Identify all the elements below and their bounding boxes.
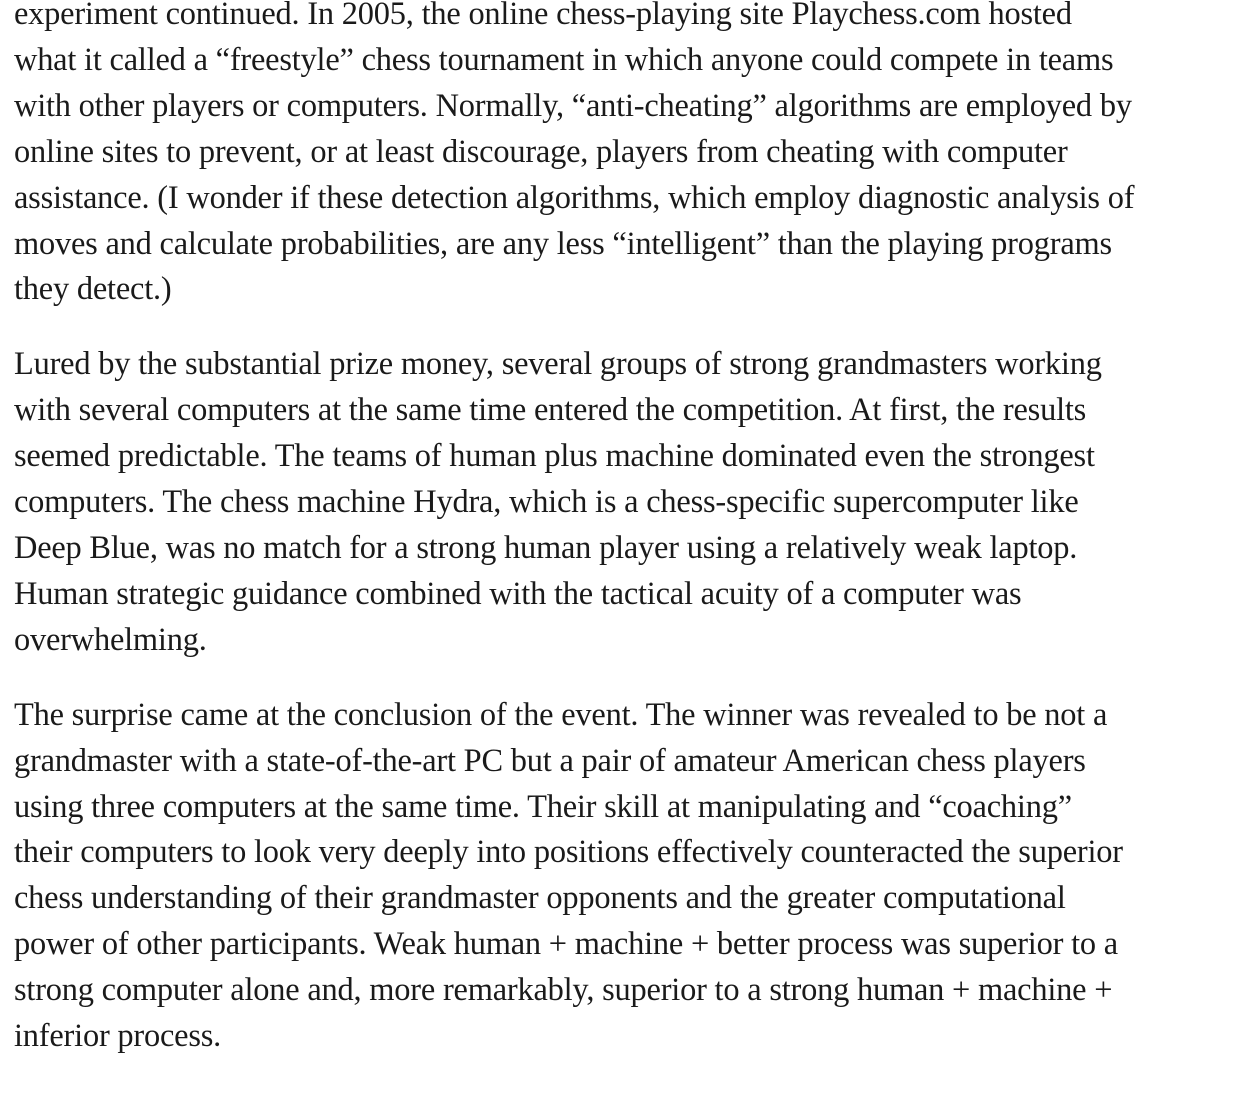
- paragraph-competition-results: [14, 342, 1224, 663]
- text-line: assistance. (I wonder if these detection algorithms, which employ diagnostic analysis of: [14, 179, 1135, 216]
- text-line: computers. The chess machine Hydra, which is a chess-specific supercomputer like: [14, 484, 1079, 521]
- text-line: Lured by the substantial prize money, several groups of strong grandmasters working: [14, 346, 1102, 383]
- text-line: with other players or computers. Normally, “anti-cheating” algorithms are employed by: [14, 87, 1132, 124]
- text-line: their computers to look very deeply into positions effectively counteracted the superior: [14, 834, 1123, 871]
- text-line: chess understanding of their grandmaster opponents and the greater computational: [14, 880, 1066, 917]
- text-line: overwhelming.: [14, 621, 207, 658]
- text-line: grandmaster with a state-of-the-art PC but a pair of amateur American chess players: [14, 742, 1086, 779]
- text-line: with several computers at the same time entered the competition. At first, the results: [14, 392, 1087, 429]
- text-line: Deep Blue, was no match for a strong human player using a relatively weak laptop.: [14, 529, 1078, 566]
- text-line: The surprise came at the conclusion of the event. The winner was revealed to be not a: [14, 696, 1108, 733]
- text-line: using three computers at the same time. Their skill at manipulating and “coaching”: [14, 788, 1072, 825]
- text-line: strong computer alone and, more remarkably, superior to a strong human + machine +: [14, 972, 1113, 1009]
- text-line: what it called a “freestyle” chess tournament in which anyone could compete in teams: [14, 41, 1114, 78]
- paragraph-freestyle-tournament: [14, 0, 1224, 313]
- text-line: experiment continued. In 2005, the online chess-playing site Playchess.com hosted: [14, 0, 1072, 32]
- text-line: they detect.): [14, 271, 172, 308]
- text-line: moves and calculate probabilities, are any less “intelligent” than the playing programs: [14, 225, 1112, 262]
- text-line: online sites to prevent, or at least discourage, players from cheating with computer: [14, 133, 1068, 170]
- text-line: inferior process.: [14, 1018, 222, 1055]
- text-line: Human strategic guidance combined with the tactical acuity of a computer was: [14, 575, 1022, 612]
- text-line: power of other participants. Weak human + machine + better process was superior to a: [14, 926, 1118, 963]
- text-line: seemed predictable. The teams of human plus machine dominated even the strongest: [14, 438, 1095, 475]
- paragraph-surprise-winner: [14, 693, 1224, 1060]
